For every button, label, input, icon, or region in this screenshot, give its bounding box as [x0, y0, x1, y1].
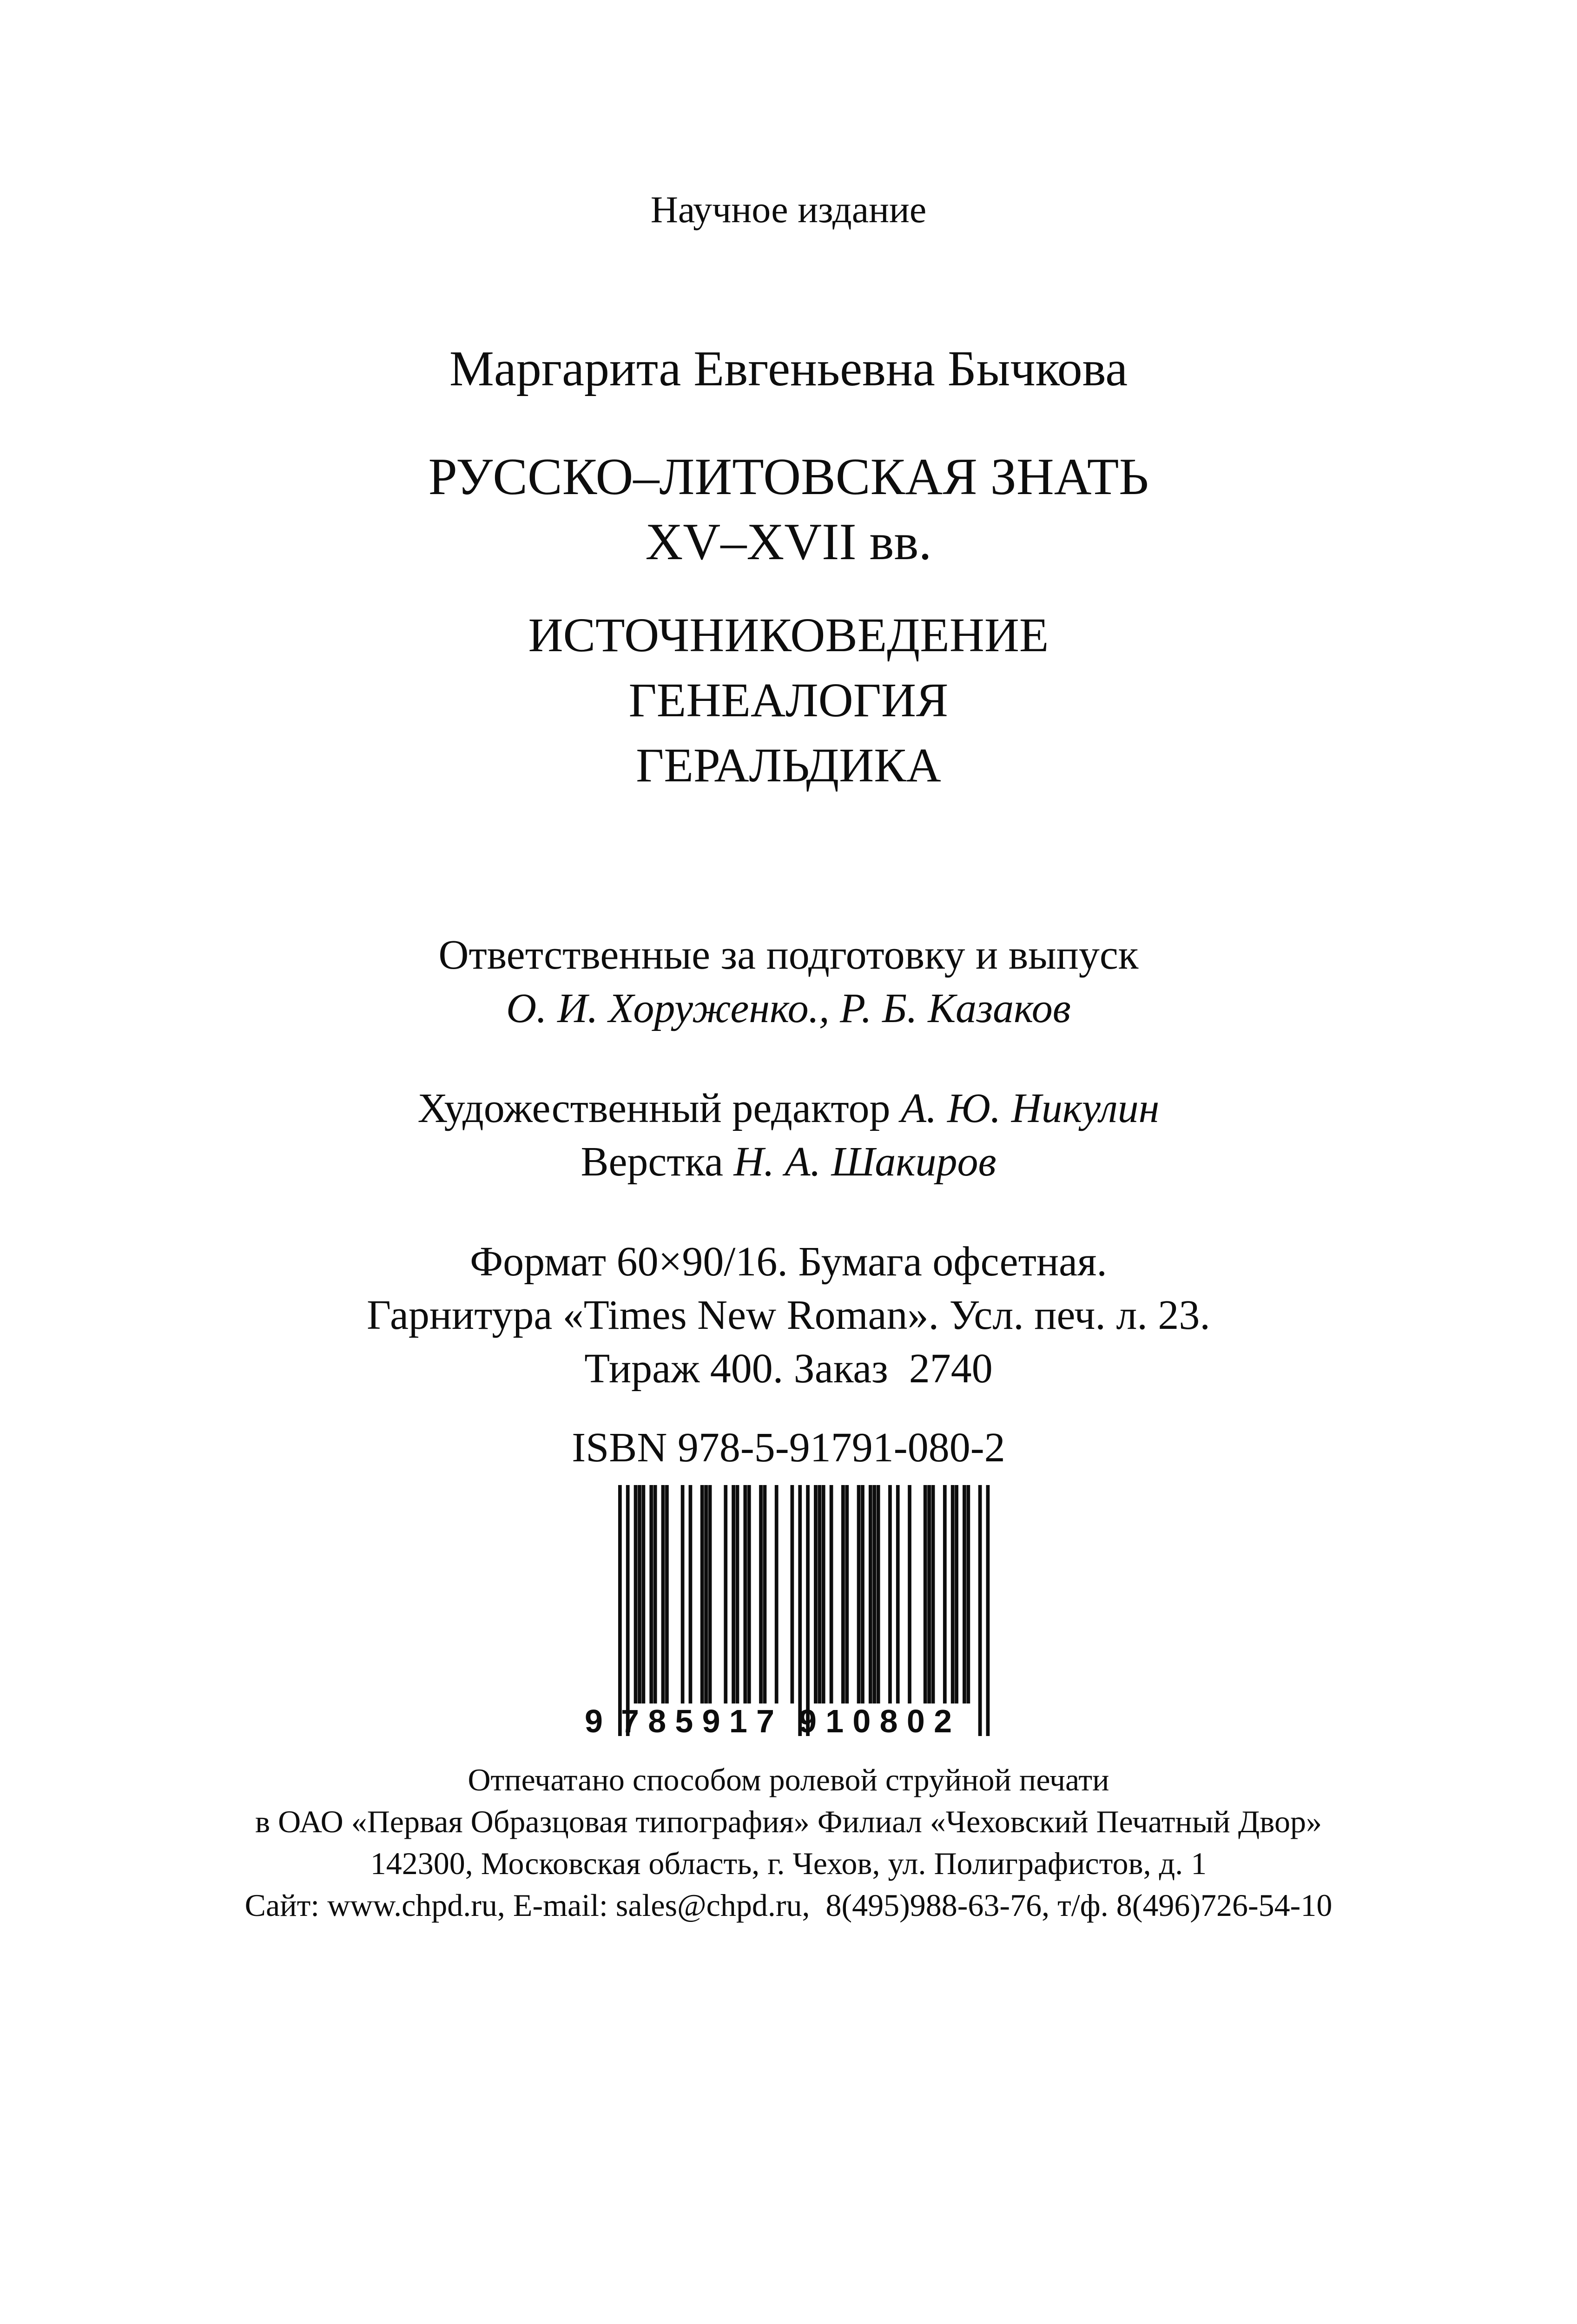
responsible-names: О. И. Хоруженко., Р. Б. Казаков — [506, 985, 1071, 1031]
barcode-digit-lead: 9 — [585, 1703, 603, 1739]
barcode-bar — [872, 1485, 876, 1703]
barcode-bar — [681, 1485, 685, 1703]
art-editor-label: Художественный редактор — [417, 1085, 901, 1131]
barcode-bar — [814, 1485, 818, 1703]
barcode-bar — [689, 1485, 693, 1703]
art-editor-name: А. Ю. Никулин — [901, 1085, 1160, 1131]
barcode-bar — [638, 1485, 641, 1703]
barcode-bar — [822, 1485, 825, 1703]
barcode-bar — [732, 1485, 735, 1703]
barcode-bar — [700, 1485, 704, 1703]
barcode-bar — [618, 1485, 622, 1736]
barcode-bar — [963, 1485, 966, 1703]
printer-line-1: Отпечатано способом ролевой струйной печати — [468, 1762, 1109, 1797]
barcode-bar — [943, 1485, 947, 1703]
barcode-bar — [896, 1485, 900, 1703]
barcode-bar — [649, 1485, 653, 1703]
subtitle-line-1: ИСТОЧНИКОВЕДЕНИЕ — [528, 608, 1049, 662]
barcode-bar — [798, 1485, 802, 1736]
barcode-bar — [908, 1485, 911, 1703]
isbn-barcode — [576, 1480, 1004, 1741]
book-title-line-2: XV–XVII вв. — [645, 513, 932, 571]
barcode-bar — [708, 1485, 712, 1703]
subtitle-line-3: ГЕРАЛЬДИКА — [636, 739, 941, 792]
layout-name: Н. А. Шакиров — [733, 1139, 996, 1185]
barcode-bar — [818, 1485, 821, 1703]
barcode-bar — [951, 1485, 955, 1703]
barcode-digits-right: 910802 — [798, 1703, 952, 1739]
barcode-bar — [634, 1485, 638, 1703]
responsible-label: Ответственные за подготовку и выпуск — [438, 932, 1139, 978]
barcode-bar — [857, 1485, 861, 1703]
series-label: Научное издание — [650, 188, 927, 231]
barcode-bar — [661, 1485, 665, 1703]
art-editor-line — [0, 1085, 1577, 1131]
barcode-bar — [877, 1485, 880, 1703]
barcode-bar — [927, 1485, 931, 1703]
layout-line — [0, 1141, 1577, 1183]
print-run-line: Тираж 400. Заказ 2740 — [584, 1346, 993, 1392]
printer-line-3: 142300, Московская область, г. Чехов, ул. Полиграфистов, д. 1 — [370, 1846, 1207, 1881]
printer-line-4: Сайт: www.chpd.ru, E-mail: sales@chpd.ru, 8(495)988-63-76, т/ф. 8(496)726-54-10 — [244, 1888, 1333, 1923]
typeface-line: Гарнитура «Times New Roman». Усл. печ. л. 23. — [367, 1292, 1210, 1338]
barcode-bar — [653, 1485, 657, 1703]
barcode-bar — [747, 1485, 751, 1703]
barcode-bar — [775, 1485, 779, 1703]
barcode-bar — [978, 1485, 982, 1736]
layout-label: Верстка — [581, 1139, 734, 1185]
author-name: Маргарита Евгеньевна Бычкова — [449, 341, 1128, 396]
barcode-bar — [888, 1485, 892, 1703]
barcode-bars — [618, 1485, 990, 1736]
barcode-bar — [763, 1485, 767, 1703]
barcode-bar — [626, 1485, 630, 1736]
barcode-bar — [665, 1485, 669, 1703]
barcode-bar — [759, 1485, 763, 1703]
barcode-bar — [830, 1485, 833, 1703]
barcode-bar — [955, 1485, 958, 1703]
barcode-bar — [845, 1485, 849, 1703]
barcode-bar — [791, 1485, 794, 1703]
printer-line-2: в ОАО «Первая Образцовая типография» Филиал «Чеховский Печатный Двор» — [255, 1804, 1322, 1839]
barcode-digits-left: 785917 — [621, 1703, 774, 1739]
barcode-bar — [986, 1485, 990, 1736]
barcode-bar — [869, 1485, 872, 1703]
barcode-bar — [841, 1485, 845, 1703]
barcode-bar — [861, 1485, 864, 1703]
book-title-line-1: РУССКО–ЛИТОВСКАЯ ЗНАТЬ — [428, 448, 1149, 506]
barcode-bar — [736, 1485, 739, 1703]
subtitle-line-2: ГЕНЕАЛОГИЯ — [628, 673, 949, 727]
barcode-bar — [924, 1485, 927, 1703]
format-line: Формат 60×90/16. Бумага офсетная. — [470, 1239, 1107, 1285]
barcode-bar — [931, 1485, 935, 1703]
isbn-line: ISBN 978-5-91791-080-2 — [572, 1425, 1005, 1471]
barcode-bar — [743, 1485, 747, 1703]
barcode-bar — [642, 1485, 646, 1703]
barcode-bar — [966, 1485, 970, 1703]
barcode-bar — [724, 1485, 727, 1703]
barcode-bar — [704, 1485, 708, 1703]
barcode-bar — [806, 1485, 810, 1736]
